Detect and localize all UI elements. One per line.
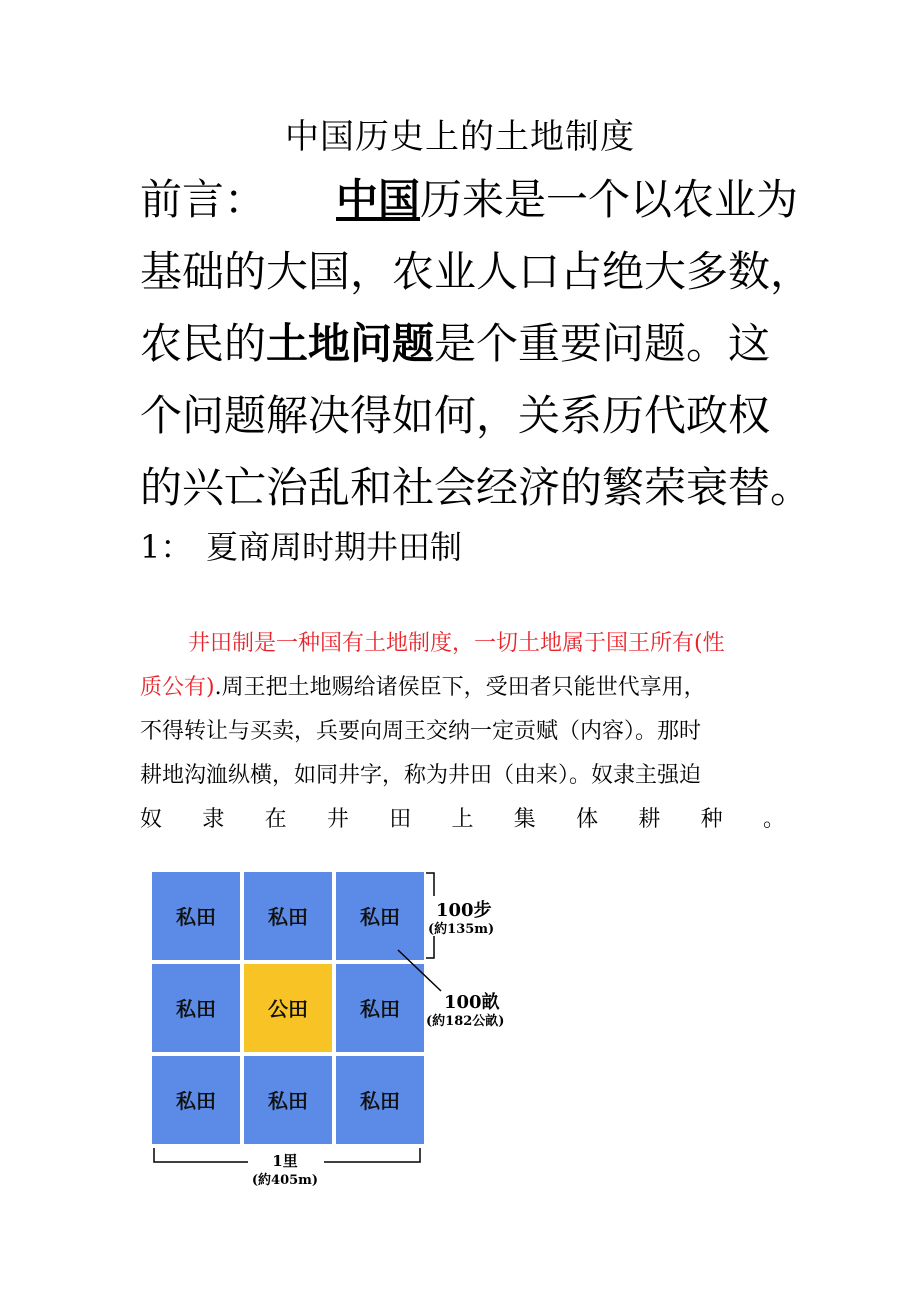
- paragraph-line-1: [140, 622, 785, 666]
- paragraph-line-5-char: 。: [762, 807, 785, 832]
- field-cell-label: 私田: [360, 1089, 400, 1113]
- paragraph-line-5-char: 耕: [638, 807, 661, 832]
- paragraph-line-4: 耕地沟洫纵横，如同井字，称为井田（由来）。奴隶主强迫: [140, 763, 702, 788]
- paragraph-line-5-char: 田: [389, 807, 412, 832]
- paragraph-line-5-char: 集: [513, 807, 536, 832]
- preface-line-1: [140, 164, 800, 236]
- field-cell-label: 私田: [176, 1089, 216, 1113]
- preface-line-1-rest: 历来是一个以农业为: [420, 175, 799, 224]
- preface-line-2: 基础的大国，农业人口占绝大多数，: [140, 247, 813, 296]
- paragraph-line-2: [140, 666, 785, 710]
- paragraph-red-line-2: 质公有): [140, 675, 215, 700]
- field-cell-label: 私田: [268, 1089, 308, 1113]
- field-cell-label: 公田: [268, 997, 308, 1021]
- bottom-label-main: 1里: [272, 1152, 298, 1170]
- well-field-diagram: [148, 868, 528, 1198]
- section-title: 夏商周时期井田制: [206, 528, 463, 566]
- field-cell-label: 私田: [176, 905, 216, 929]
- preface-line-3-post: 是个重要问题。这: [434, 319, 771, 368]
- section-heading: [140, 522, 462, 572]
- preface-line-3-pre: 农民的: [140, 319, 267, 368]
- paragraph-line-5-char: 井: [326, 807, 349, 832]
- field-cell-label: 私田: [360, 905, 400, 929]
- paragraph-line-5-char: 奴: [140, 807, 163, 832]
- paragraph-line-5-char: 上: [451, 807, 474, 832]
- side-label-sub: (約135m): [428, 922, 495, 937]
- land-issue-emphasis: 土地问题: [266, 319, 435, 368]
- paragraph-line-3: 不得转让与买卖，兵要向周王交纳一定贡赋（内容）。那时: [140, 719, 702, 744]
- paragraph-line-2-rest: .周王把土地赐给诸侯臣下，受田者只能世代享用，: [214, 675, 706, 700]
- china-emphasis: 中国: [336, 175, 421, 224]
- side-label-main: 100步: [436, 900, 492, 921]
- page-title: 中国历史上的土地制度: [285, 117, 635, 157]
- field-cell-label: 私田: [360, 997, 400, 1021]
- preface-line-5: 的兴亡治乱和社会经济的繁荣衰替。: [140, 463, 813, 512]
- paragraph-line-5-char: 体: [576, 807, 599, 832]
- area-label-sub: (約182公畝): [426, 1014, 505, 1029]
- paragraph-line-5-char: 种: [700, 807, 723, 832]
- paragraph-line-5: [140, 798, 785, 842]
- paragraph-line-5-char: 在: [264, 807, 287, 832]
- preface-line-4: 个问题解决得如何，关系历代政权: [140, 391, 771, 440]
- bottom-label-sub: (約405m): [251, 1173, 319, 1188]
- field-cell-label: 私田: [176, 997, 216, 1021]
- preface-line-3: [140, 308, 800, 380]
- preface-label: 前言：: [140, 175, 267, 224]
- paragraph-red-line-1: 井田制是一种国有土地制度，一切土地属于国王所有(性: [188, 631, 725, 656]
- paragraph-line-5-char: 隶: [202, 807, 225, 832]
- area-label-main: 100畝: [444, 992, 500, 1013]
- section-number: 1：: [140, 528, 193, 566]
- field-cell-label: 私田: [268, 905, 308, 929]
